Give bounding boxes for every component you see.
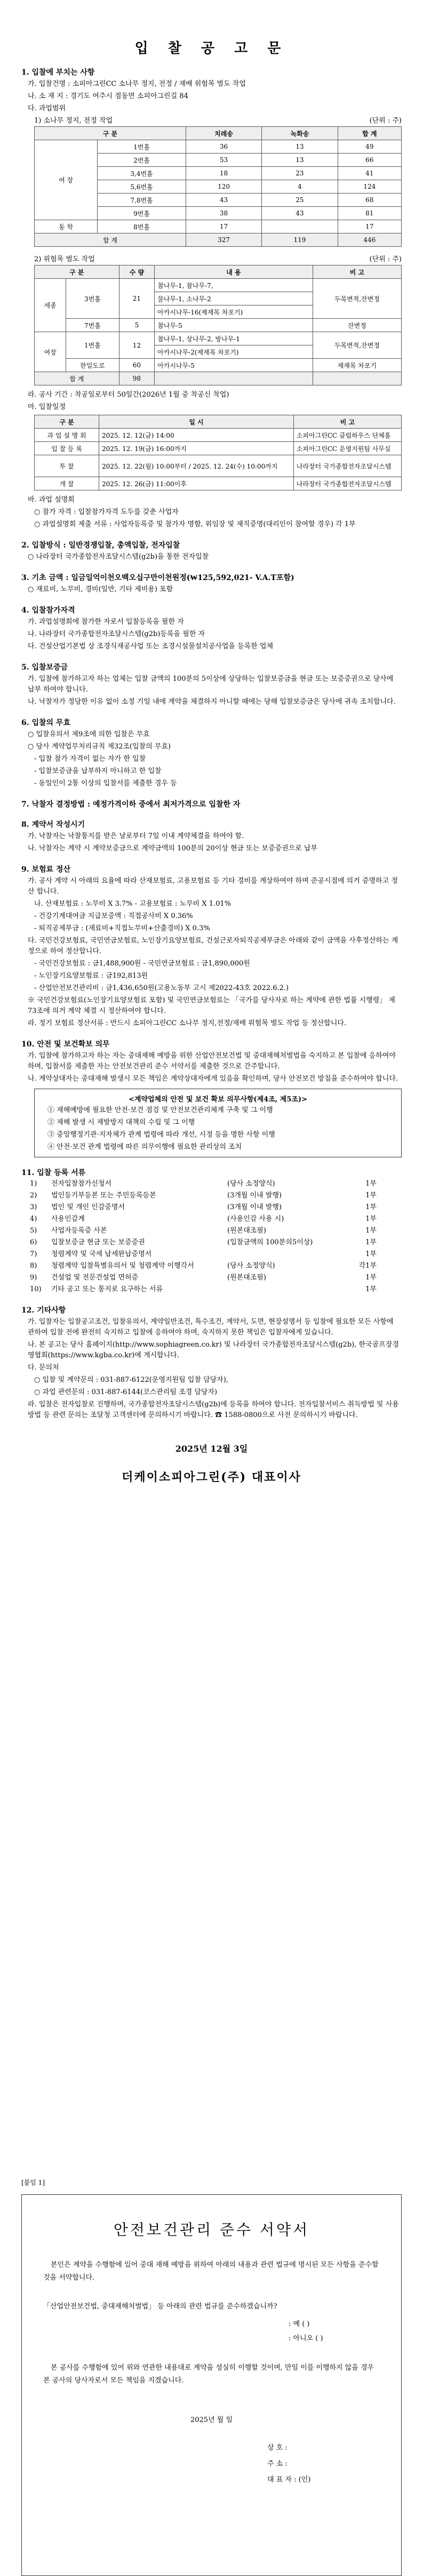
table-cell: 120: [186, 180, 261, 194]
list-doc-name: 사용인감계: [51, 1215, 85, 1223]
s12-line: 다. 문의처: [28, 1364, 59, 1372]
table-cell: 아카시나무-16(제재목 차포기): [155, 305, 313, 319]
s6-line: ○ 당사 계약업무처리규칙 제32조(입찰의 무효): [28, 743, 171, 751]
annex-no[interactable]: : 아니오 ( ): [289, 2334, 323, 2342]
table-cell: 13: [262, 154, 338, 167]
table-cell: 잔변정: [313, 319, 401, 332]
table3-header: 구 분: [35, 415, 99, 429]
list-index: 9): [30, 1274, 37, 1282]
table2-header: 구 분: [35, 265, 119, 279]
annex-date: 2025년 월 일: [190, 2416, 233, 2424]
registration-documents-list: [30, 1179, 402, 1295]
s12-line: ○ 과업 관련문의 : 031-887-6144(코스관리팀 조경 담당자): [34, 1388, 218, 1396]
section-5-heading: 5. 입찰보증금: [21, 663, 68, 672]
table-row: [35, 332, 402, 345]
table-cell: 12: [119, 332, 155, 359]
s1-line: 라. 공사 기간 : 착공일로부터 50일간(2026년 1월 중 착공신 착업): [28, 391, 229, 399]
table1-caption: 1) 소나무 정지, 전정 작업: [34, 117, 113, 125]
list-doc-note: [227, 1284, 345, 1295]
table-cell: 36: [186, 140, 261, 154]
section-4-heading: 4. 입찰참가자격: [21, 606, 75, 615]
list-item: [30, 1273, 402, 1283]
s9-line: - 건강기계대여금 지급보증액 : 직접공사비 X 0.36%: [34, 912, 193, 920]
table-cell: 7,8번홀: [98, 194, 186, 207]
s9-line: - 퇴직공제부금 : (재료비+직접노무비+산출경비) X 0.3%: [34, 924, 210, 932]
list-index: 10): [30, 1285, 42, 1293]
s9-line: 가. 공사 계약 시 아래의 요율에 따라 산재보험료, 고용보험료 등 기타 경비를 계상하여야 하며 준공시점에 의거 증명하고 정산 합니다.: [28, 877, 398, 896]
table-hazard-trees: [34, 265, 402, 385]
annex-yes[interactable]: : 예 ( ): [289, 2320, 310, 2328]
annex-sig-address: 주 소 :: [267, 2460, 288, 2468]
table-row: [35, 455, 402, 477]
s12-line: ○ 입찰 및 계약문의 : 031-887-6122(운영지원팀 입찰 담당자),: [34, 1376, 228, 1384]
table-cell: 아카시나무-2(제재목 차포기): [155, 345, 313, 359]
list-index: 6): [30, 1238, 37, 1246]
table-cell: 입 찰 등 록: [35, 442, 99, 455]
s12-line: 라. 입찰은 전자입찰로 진행하며, 국가종합전자조달시스템(g2b)에 등록을 하여야 합니다. 전자입찰서비스 취득방법 및 사용방법 등 관련 문의는 조달청 고객센터에 문의하시기 바랍니다. ☎ 1588-0800으로 사전 문의하시기 바랍니다.: [28, 1400, 399, 1419]
section-7-heading: 7. 낙찰자 결정방법 : 예정가격이하 중에서 최저가격으로 입찰한 자: [21, 800, 241, 809]
table1-unit: (단위 : 주): [369, 117, 402, 125]
list-doc-note: (원본대조필): [227, 1227, 266, 1235]
table-row: [35, 359, 402, 372]
document-title: 입 찰 공 고 문: [134, 41, 289, 57]
s9-line: - 산업안전보건관리비 : 금1,436,650원(고용노동부 고시 제2022-43호 2022.6.2.): [34, 984, 289, 992]
table-cell: 투 찰: [35, 455, 99, 477]
table2-header: 내 용: [155, 265, 313, 279]
list-doc-note: (당사 소정양식): [227, 1180, 275, 1188]
list-doc-qty: 1부: [365, 1192, 377, 1200]
table-cell: 세종: [35, 279, 66, 332]
s5-line: 가. 입찰에 참가하고자 하는 업체는 입찰 금액의 100분의 5이상에 상당하는 입찰보증금을 현금 또는 보증증권으로 당사에 납부 하여야 합니다.: [28, 675, 394, 694]
box-line: ④ 안전·보건 관계 법령에 따른 의무이행에 필요한 관리상의 조치: [47, 1143, 242, 1151]
s9-line: 라. 정기 보험료 정산서류 : 반드시 소피아그린CC 소나무 정지,전정/재배 위험목 벌도 작업 등 정산합니다.: [28, 1019, 347, 1027]
company-signature: 더케이소피아그린(주) 대표이사: [122, 1470, 301, 1484]
table3-wrap: [34, 415, 402, 490]
table-cell: 66: [338, 154, 401, 167]
table-cell: 합 계: [35, 372, 119, 385]
table-cell: 두목변적,잔변정: [313, 332, 401, 359]
s1-line: 나. 소 재 지 : 경기도 여주시 점동면 소피아그린길 84: [28, 92, 188, 100]
table-row: [35, 279, 402, 292]
list-item: [30, 1179, 402, 1189]
annex-signature-block: [267, 2440, 380, 2488]
table-cell: 38: [186, 207, 261, 220]
list-index: 5): [30, 1227, 37, 1235]
list-doc-qty: 1부: [365, 1227, 377, 1235]
table-cell: 여 장: [35, 140, 98, 220]
table-cell: 한일도로: [66, 359, 119, 372]
list-doc-qty: 1부: [365, 1285, 377, 1293]
list-doc-qty: 1부: [365, 1215, 377, 1223]
table1-header: 구 분: [35, 127, 186, 140]
table-cell: 446: [338, 234, 401, 247]
s8-line: 나. 낙찰자는 계약 시 계약보증금으로 계약금액의 100분의 20이상 현금 또는 보증증권으로 납부: [28, 844, 318, 852]
list-index: 8): [30, 1262, 37, 1270]
table-cell: 17: [338, 220, 401, 234]
table-cell: 21: [119, 279, 155, 319]
s8-line: 가. 낙찰자는 낙찰통지를 받은 날로부터 7일 이내 계약체결을 하여야 함.: [28, 832, 244, 840]
list-index: 4): [30, 1215, 37, 1223]
table1-header: 녹화송: [262, 127, 338, 140]
s10-line: 나. 계약상대자는 중대재해 발생시 모든 책임은 계약상대자에게 있음을 확인하며, 당사 안전보건 방침을 준수하여야 합니다.: [28, 1075, 398, 1083]
table-cell: 개 찰: [35, 477, 99, 490]
annex-paragraph: 본인은 계약을 수행함에 있어 중대 재해 예방을 위하여 아래의 내용과 관련 법규에 명시된 모든 사항을 준수할 것을 서약합니다.: [43, 2261, 379, 2282]
table-schedule: [34, 415, 402, 490]
table-pine-pruning: [34, 126, 402, 247]
annex-question: 「산업안전보건법, 중대재해처벌법」 등 아래의 관련 법규를 준수하겠습니까?: [43, 2303, 277, 2311]
annex-sig-representative: 대 표 자 : (인): [267, 2476, 311, 2484]
table-cell: 1번홀: [66, 332, 119, 359]
table-total-row: [35, 372, 402, 385]
section-1-heading: 1. 입찰에 부치는 사항: [21, 68, 95, 77]
s9-line: 다. 국민건강보험료, 국민연금보험료, 노인장기요양보험료, 건설근로자퇴직공제부금은 아래와 같이 금액을 사후정산하는 계정으로 하여 정산합니다.: [28, 937, 398, 955]
table-cell: 5,6번홀: [98, 180, 186, 194]
list-doc-note: (사용인감 사용 시): [227, 1215, 284, 1223]
table-row: [35, 429, 402, 442]
table-cell: [262, 220, 338, 234]
table-cell: 60: [119, 359, 155, 372]
list-doc-name: 전자입찰참가신청서: [51, 1180, 112, 1188]
table-cell: 49: [338, 140, 401, 154]
box-line: ③ 중앙행정기관·지자체가 관계 법령에 따라 개선, 시정 등을 명한 사항 이행: [47, 1131, 275, 1139]
box-line: ② 재해 발생 시 재발방지 대책의 수립 및 그 이행: [47, 1118, 195, 1126]
list-doc-name: 입찰보증금 현금 또는 보증증권: [51, 1238, 145, 1246]
section-2-heading: 2. 입찰방식 : 일반경쟁입찰, 총액입찰, 전자입찰: [21, 541, 180, 550]
notice-document: [21, 0, 402, 1485]
list-doc-note: [227, 1249, 345, 1260]
table-cell: 18: [186, 167, 261, 180]
s1-line: 다. 과업범위: [28, 104, 66, 112]
list-doc-name: 청렴계약 및 국세 납세완납증명서: [51, 1250, 152, 1258]
s12-line: 가. 입찰자는 입찰공고조건, 입찰유의서, 계약일반조건, 특수조건, 계약서, 도면, 현장설명서 등 입찰에 필요한 모든 사항에 관하여 입찰 전에 완전히 숙지하고 입찰에 응하여야 하며, 숙지하지 못한 책임은 입찰자에게 있습니다.: [28, 1318, 394, 1337]
table3-header: 비 고: [293, 415, 401, 429]
table-cell: 물나무-1, 소나무-2: [155, 292, 313, 305]
table-cell: 7번홀: [66, 319, 119, 332]
list-doc-qty: 1부: [365, 1203, 377, 1211]
table-cell: 119: [262, 234, 338, 247]
list-doc-name: 사업자등록증 사본: [51, 1227, 107, 1235]
table-row: [35, 220, 402, 234]
list-doc-note: (3개월 이내 발행): [227, 1192, 282, 1200]
table-cell: 327: [186, 234, 261, 247]
table-cell: 참나무-1, 상나무-2, 방나무-1: [155, 332, 313, 345]
table-cell: 3,4번홀: [98, 167, 186, 180]
list-doc-note: (3개월 이내 발행): [227, 1203, 282, 1211]
list-doc-qty: 각1부: [358, 1262, 377, 1270]
list-item: [30, 1261, 402, 1271]
notice-date: 2025년 12월 3일: [175, 1444, 248, 1454]
list-doc-qty: 1부: [365, 1238, 377, 1246]
list-index: 7): [30, 1250, 37, 1258]
s6-line: - 입찰 참가 자격이 없는 자가 한 입찰: [34, 755, 146, 763]
s9-line: ※ 국민건강보험료(노인장기요양보험료 포함) 및 국민연금보험료는 「국가를 당사자로 하는 계약에 관한 법률 시행령」 제73조에 의거 계약 체결 시 정산하여야 합니다.: [28, 996, 395, 1015]
table-cell: 124: [338, 180, 401, 194]
annex-box: [21, 2194, 402, 2576]
table-cell: 2번홀: [98, 154, 186, 167]
table-cell: 43: [262, 207, 338, 220]
list-item: [30, 1284, 402, 1295]
table-total-row: [35, 234, 402, 247]
s4-line: 가. 과업설명회에 참가한 자로서 입찰등록을 필한 자: [28, 618, 184, 626]
table-cell: 13: [262, 140, 338, 154]
table-cell: 43: [186, 194, 261, 207]
s9-line: 나. 산재보험료 : 노무비 X 3.7% - 고용보험료 : 노무비 X 1.01%: [34, 900, 232, 908]
table-cell: 23: [262, 167, 338, 180]
list-index: 1): [30, 1180, 37, 1188]
table2-wrap: [34, 265, 402, 385]
table-cell: 두목변적,잔변정: [313, 279, 401, 319]
annex-title: 안전보건관리 준수 서약서: [113, 2221, 310, 2239]
table-row: [35, 140, 402, 154]
annex-pledge: [21, 2178, 402, 2576]
annex-sig-company: 상 호 :: [267, 2444, 288, 2452]
section-6-heading: 6. 입찰의 무효: [21, 719, 70, 727]
table-cell: 81: [338, 207, 401, 220]
section-3-heading: 3. 기초 금액 : 일금일억이천오백오십구만이천원정(₩125,592,021- V.A.T포함): [21, 574, 294, 582]
s12-line: 나. 본 공고는 당사 홈페이지(http://www.sophiagreen.co.kr) 및 나라장터 국가종합전자조달시스템(g2b), 한국골프장경영협회(https://www.kgba.co.kr)에 게시합니다.: [28, 1341, 399, 1359]
table-cell: 1번홀: [98, 140, 186, 154]
list-doc-note: (원본대조필): [227, 1274, 266, 1282]
s1-line: 가. 입찰건명 : 소피아그린CC 소나무 정지, 전정 / 재배 위험목 벌도 작업: [28, 80, 246, 88]
list-item: [30, 1190, 402, 1201]
s1-line: 바. 과업 설명회: [28, 496, 75, 504]
list-doc-note: (당사 소정양식): [227, 1262, 275, 1270]
list-item: [30, 1202, 402, 1213]
table1-header: 치레송: [186, 127, 261, 140]
list-item: [30, 1214, 402, 1225]
table2-header: 비 고: [313, 265, 401, 279]
annex-paragraph: 본 공사를 수행함에 있어 위와 연관한 내용대로 계약을 성실히 이행할 것이며, 만일 이를 이행하지 않을 경우 본 공사의 당사자로서 모든 책임을 지겠습니다.: [43, 2364, 374, 2385]
table-cell: 98: [119, 372, 155, 385]
s6-line: ○ 입찰유의서 제9조에 의한 입찰은 무효: [28, 730, 150, 738]
table-cell: 2025. 12. 22(월) 10:00부터 / 2025. 12. 24(수) 10:00까지: [99, 455, 294, 477]
table-cell: 8번홀: [98, 220, 186, 234]
s6-line: - 입찰보증금을 납부하지 아니하고 한 입찰: [34, 767, 162, 775]
table-cell: 참나무-1, 참나무-7,: [155, 279, 313, 292]
table-cell: 나라장터 국가종합전자조달시스템: [293, 455, 401, 477]
section-10-heading: 10. 안전 및 보건확보 의무: [21, 1040, 110, 1049]
list-item: [30, 1226, 402, 1236]
table-row: [35, 442, 402, 455]
table-cell: 9번홀: [98, 207, 186, 220]
annex-tag: [붙임 1]: [21, 2179, 45, 2186]
list-doc-qty: 1부: [365, 1250, 377, 1258]
table-row: [35, 477, 402, 490]
table-cell: 소피아그린CC 운영지원팀 사무실: [293, 442, 401, 455]
table-cell: 나라장터 국가종합전자조달시스템: [293, 477, 401, 490]
box-line: ① 재해예방에 필요한 안전·보건 점검 및 안전보건관리체계 구축 및 그 이행: [47, 1106, 273, 1114]
s2-line: ○ 나라장터 국가종합전자조달시스템(g2b)을 통한 전자입찰: [28, 553, 209, 561]
table-cell: 68: [338, 194, 401, 207]
table-cell: 아카시나무-5: [155, 359, 313, 372]
list-doc-qty: 1부: [365, 1180, 377, 1188]
list-doc-name: 기타 공고 또는 통지로 요구하는 서류: [51, 1285, 163, 1293]
table-cell: 소피아그린CC 클럽하우스 단체홀: [293, 429, 401, 442]
section-9-heading: 9. 보험료 정산: [21, 865, 70, 874]
table-cell: 5: [119, 319, 155, 332]
table-cell: 합 계: [35, 234, 186, 247]
table2-caption: 2) 위험목 벌도 작업: [34, 255, 95, 263]
table-cell: 2025. 12. 26(금) 11:00이후: [99, 477, 294, 490]
table-row: [35, 319, 402, 332]
list-index: 3): [30, 1203, 37, 1211]
section-11-heading: 11. 입찰 등록 서류: [21, 1169, 86, 1177]
table-cell: 과 업 설 명 회: [35, 429, 99, 442]
s6-line: - 동일인이 2통 이상의 입찰서를 제출한 경우 등: [34, 779, 177, 787]
table-cell: 참나무-5: [155, 319, 313, 332]
list-doc-note: (입찰금액의 100분의5이상): [227, 1238, 313, 1246]
table2-header: 수 량: [119, 265, 155, 279]
s4-line: 다. 건설산업기본법 상 조경식재공사업 또는 조경시설물설치공사업을 등록한 업체: [28, 642, 274, 650]
table-cell: 53: [186, 154, 261, 167]
section-12-heading: 12. 기타사항: [21, 1306, 66, 1315]
s5-line: 나. 낙찰자가 정당한 이유 없이 소정 기일 내에 계약을 체결하지 아니할 때에는 당해 입찰보증금은 당사에 귀속 조치합니다.: [28, 698, 396, 706]
table1-wrap: [34, 126, 402, 247]
table1-caption-row: [34, 116, 402, 126]
s9-line: - 노인장기요양보험료 : 금192,813원: [34, 972, 148, 980]
list-doc-name: 건설업 및 전문건설업 면허증: [51, 1274, 139, 1282]
list-item: [30, 1237, 402, 1248]
s1-line: ○ 참가 자격 : 입찰참가자격 도두를 갖춘 사업자: [34, 508, 179, 516]
table-cell: 41: [338, 167, 401, 180]
table1-header: 합 계: [338, 127, 401, 140]
list-item: [30, 1249, 402, 1260]
table-cell: [155, 372, 313, 385]
table-cell: [313, 372, 401, 385]
list-index: 2): [30, 1192, 37, 1200]
list-doc-name: 청렴계약 입찰특별유의서 및 청렴계약 이행각서: [51, 1262, 194, 1270]
s3-line: ○ 재료비, 노무비, 경비(일반, 기타 제비용) 포함: [28, 585, 173, 593]
table-cell: 여장: [35, 332, 66, 372]
s10-line: 가. 입찰에 참가하고자 하는 자는 중대재해 예방을 위한 산업안전보건법 및 중대재해처벌법을 숙지하고 본 입찰에 응하여야 하며, 입찰서를 제출한 자는 안전보건관리 준수 서약서를 제출한 것으로 간주합니다.: [28, 1052, 396, 1070]
s4-line: 나. 나라장터 국가종합전자조달시스템(g2b)등록을 필한 자: [28, 630, 205, 638]
s9-line: - 국민건강보험료 : 금1,488,900원 - 국민연금보험료 : 금1,890,000원: [34, 960, 250, 968]
table-cell: 2025. 12. 12(금) 14:00: [99, 429, 294, 442]
box-title: <계약업체의 안전 및 보건 확보 의무사항(제4조, 제5조)>: [128, 1096, 308, 1104]
table-cell: 4: [262, 180, 338, 194]
s1-line: ○ 과업설명회 제출 서류 : 사업자등록증 및 참가자 명함, 위임장 및 재직증명(대리인이 참여할 경우) 각 1부: [34, 520, 356, 528]
table2-caption-row: [34, 254, 402, 265]
table-cell: 17: [186, 220, 261, 234]
safety-obligations-box: [34, 1089, 402, 1157]
table-cell: 25: [262, 194, 338, 207]
section-8-heading: 8. 계약서 작성시기: [21, 820, 85, 829]
s1-line: 마. 입찰일정: [28, 403, 66, 411]
table-cell: 동 학: [35, 220, 98, 234]
table-cell: 제재목 차포기: [313, 359, 401, 372]
list-doc-name: 법인 및 개인 인감증명서: [51, 1203, 125, 1211]
table2-unit: (단위 : 주): [369, 255, 402, 263]
table-cell: 2025. 12. 19(금) 16:00까지: [99, 442, 294, 455]
table-cell: 3번홀: [66, 279, 119, 319]
list-doc-qty: 1부: [365, 1274, 377, 1282]
table3-header: 일 시: [99, 415, 294, 429]
list-doc-name: 법인등기부등본 또는 주민등록등본: [51, 1192, 156, 1200]
